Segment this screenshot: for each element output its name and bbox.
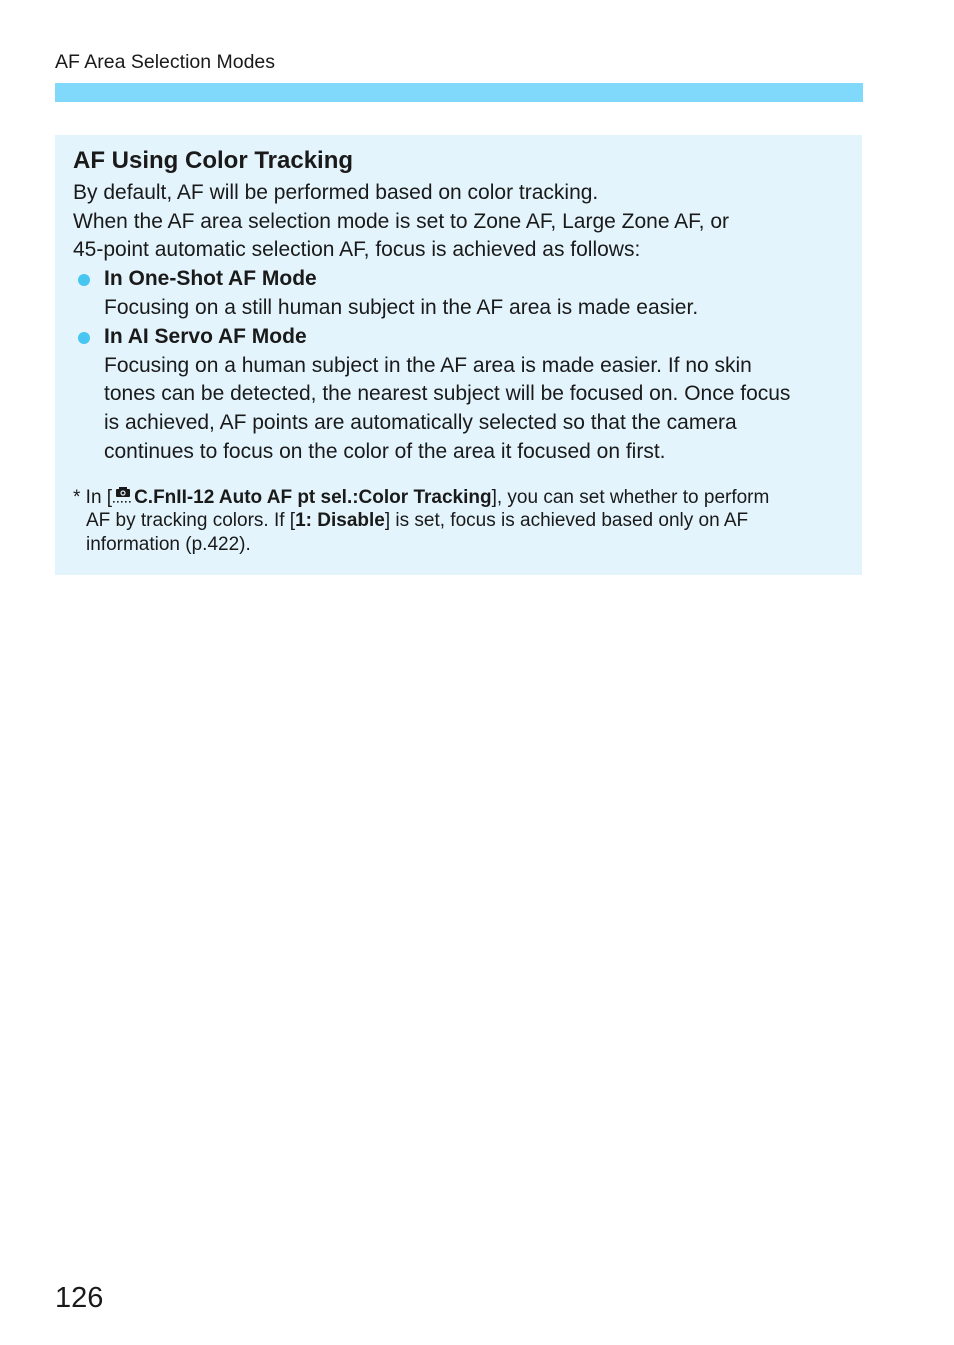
page-number: 126 [55, 1282, 104, 1314]
bullet-dot-icon [78, 332, 90, 344]
bullet-text-line: Focusing on a human subject in the AF area is made easier. If no skin [104, 354, 752, 377]
custom-function-camera-icon [112, 485, 134, 505]
footnote-setting-name: C.FnII-12 Auto AF pt sel.:Color Tracking [134, 487, 492, 508]
note-box [55, 135, 862, 575]
intro-line: By default, AF will be performed based on color tracking. [73, 181, 599, 204]
bullet-text-line: continues to focus on the color of the area it focused on first. [104, 440, 666, 463]
bullet-title-one-shot: In One-Shot AF Mode [104, 267, 317, 290]
bullet-text-line: Focusing on a still human subject in the AF area is made easier. [104, 296, 699, 319]
section-header-title: AF Area Selection Modes [55, 51, 276, 73]
footnote-text: ] is set, focus is achieved based only on AF [384, 510, 749, 531]
bullet-dot-icon [78, 274, 90, 286]
bullet-text-line: tones can be detected, the nearest subject will be focused on. Once focus [104, 382, 791, 405]
note-title: AF Using Color Tracking [73, 147, 354, 174]
section-header-bar [55, 83, 863, 102]
footnote-text: ], you can set whether to perform [491, 487, 770, 508]
bullet-text-line: is achieved, AF points are automatically selected so that the camera [104, 411, 737, 434]
footnote [73, 485, 769, 557]
footnote-text: information (p.422). [86, 534, 251, 555]
footnote-text: AF by tracking colors. If [ [86, 510, 296, 531]
bullet-title-ai-servo: In AI Servo AF Mode [104, 325, 307, 348]
intro-line: 45-point automatic selection AF, focus is achieved as follows: [73, 238, 641, 261]
footnote-prefix: * In [ [73, 487, 113, 508]
intro-line: When the AF area selection mode is set to Zone AF, Large Zone AF, or [73, 210, 730, 233]
footnote-option: 1: Disable [295, 510, 385, 531]
